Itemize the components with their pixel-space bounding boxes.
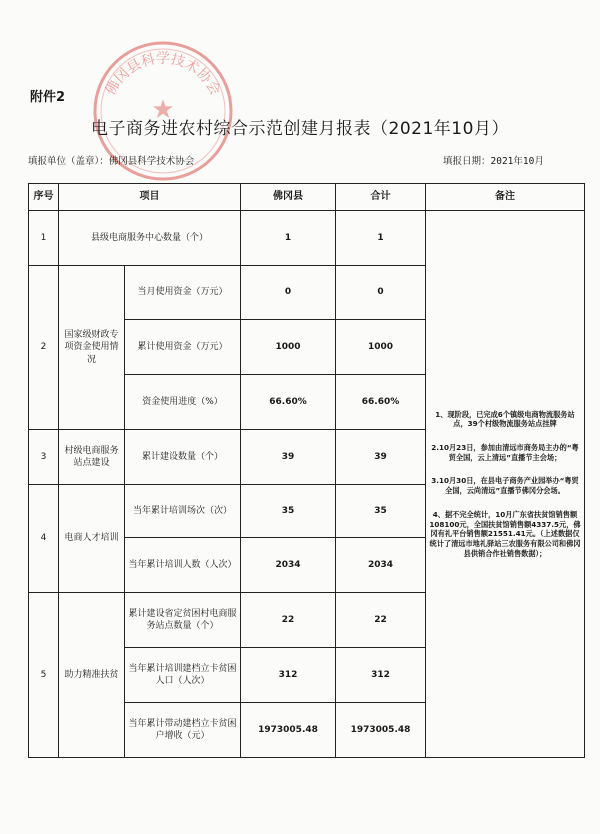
svg-text:佛冈县科学技术协会: 佛冈县科学技术协会 [102,51,224,99]
remark-paragraph: 4、据不完全统计，10月广东省扶贫馆销售额108100元，全国扶贫馆销售额4337.5元，佛冈有礼平台销售额21551.41元。（上述数据仅统计了清远市地礼驿站三农服务有限公司和佛冈县供销合作社销售数据）； [429,509,581,558]
total-value: 35 [336,485,426,538]
total-value: 2034 [336,538,426,593]
report-title: 电子商务进农村综合示范创建月报表（2021年10月） [91,119,509,139]
table-header-row [29,184,585,211]
header-total: 合计 [336,184,426,211]
seq-cell: 3 [29,430,59,485]
filing-date: 填报日期：2021年10月 [443,156,544,167]
seq-cell: 2 [29,266,59,430]
remark-paragraph: 1、现阶段，已完成6个镇级电商物流服务站点，39个村级物流服务站点挂牌 [435,409,575,429]
filing-unit: 填报单位（盖章）：佛冈县科学技术协会 [28,156,195,167]
item-cell: 累计使用资金（万元） [125,320,241,375]
header-seq: 序号 [29,184,59,211]
item-cell: 当月使用资金（万元） [125,266,241,320]
group-cell: 国家级财政专项资金使用情况 [59,266,125,430]
remark-paragraph: 3.10月30日，在县电子商务产业园举办“粤贸全国，云尚清远”直播节佛冈分会场。 [431,476,579,496]
county-value: 35 [241,485,336,538]
county-value: 0 [241,266,336,320]
header-item: 项目 [59,184,241,211]
item-cell: 当年累计培训场次（次） [125,485,241,538]
remark-paragraph: 2.10月23日，参加由清远市商务局主办的“粤贸全国，云上清远”直播节主会场； [431,442,579,462]
county-value: 1000 [241,320,336,375]
svg-text:★: ★ [151,95,175,125]
remark-cell [426,211,585,758]
header-remark: 备注 [426,184,585,211]
total-value: 1 [336,211,426,266]
item-cell: 当年累计培训建档立卡贫困人口（人次） [125,648,241,703]
group-cell: 村级电商服务站点建设 [59,430,125,485]
county-value: 2034 [241,538,336,593]
item-cell: 资金使用进度（%） [125,375,241,430]
total-value: 66.60% [336,375,426,430]
total-value: 312 [336,648,426,703]
total-value: 1973005.48 [336,703,426,758]
item-cell: 当年累计带动建档立卡贫困户增收（元） [125,703,241,758]
item-cell: 当年累计培训人数（人次） [125,538,241,593]
table-row [29,211,585,266]
total-value: 0 [336,266,426,320]
group-cell: 助力精准扶贫 [59,593,125,758]
county-value: 1973005.48 [241,703,336,758]
attachment-label: 附件2 [30,90,66,105]
report-table [28,183,585,758]
header-county: 佛冈县 [241,184,336,211]
item-cell: 县级电商服务中心数量（个） [59,211,241,266]
total-value: 39 [336,430,426,485]
total-value: 22 [336,593,426,648]
county-value: 22 [241,593,336,648]
seq-cell: 5 [29,593,59,758]
item-cell: 累计建设省定贫困村电商服务站点数量（个） [125,593,241,648]
county-value: 312 [241,648,336,703]
total-value: 1000 [336,320,426,375]
seq-cell: 4 [29,485,59,593]
seq-cell: 1 [29,211,59,266]
county-value: 39 [241,430,336,485]
group-cell: 电商人才培训 [59,485,125,593]
county-value: 1 [241,211,336,266]
county-value: 66.60% [241,375,336,430]
item-cell: 累计建设数量（个） [125,430,241,485]
